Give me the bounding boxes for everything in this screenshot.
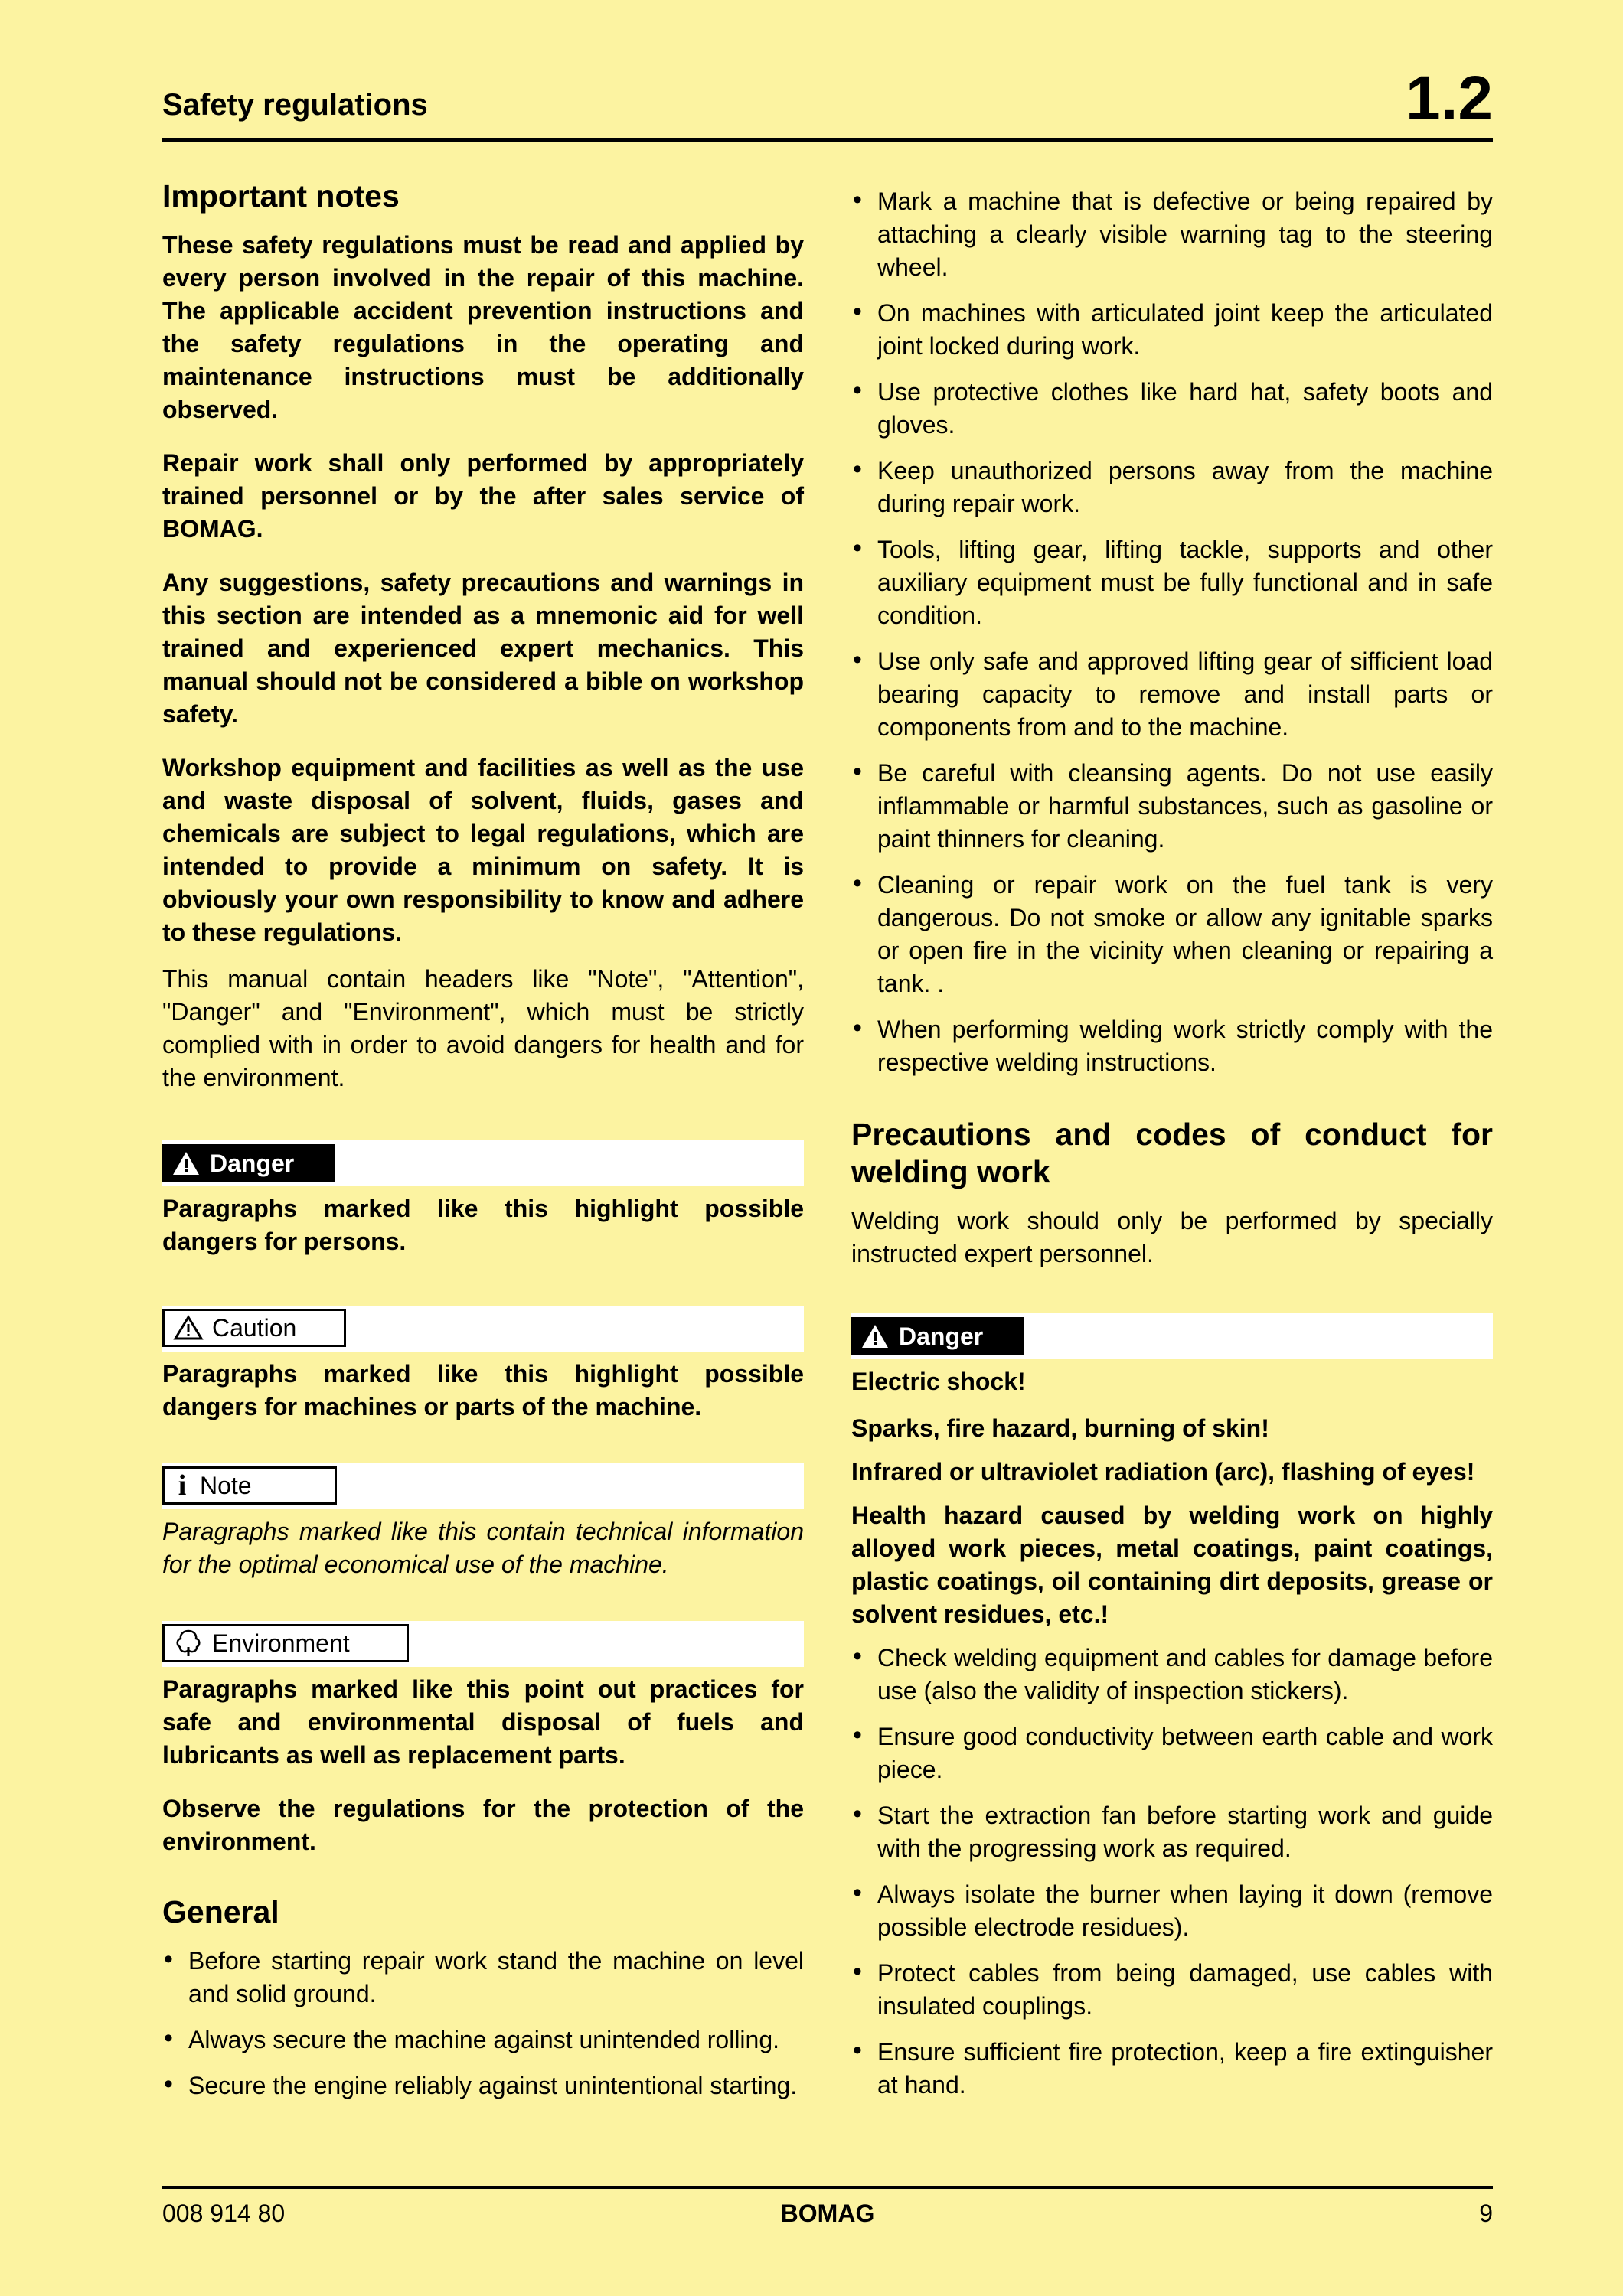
general-list-continued xyxy=(851,185,1493,1079)
danger-line: Health hazard caused by welding work on highly alloyed work pieces, metal coatings, paint coatings, plastic coatings, oil containing dirt deposits, grease or solvent residues, etc.! xyxy=(851,1502,1493,1629)
caution-label: Caution xyxy=(212,1313,297,1342)
list-item: • Always isolate the burner when laying it down (remove possible electrode residues). xyxy=(851,1878,1493,1944)
list-item: • Check welding equipment and cables for damage before use (also the validity of inspection stickers). xyxy=(851,1642,1493,1707)
danger-badge xyxy=(851,1317,1024,1355)
tree-icon xyxy=(171,1629,206,1658)
headers-paragraph: This manual contain headers like "Note", "Attention", "Danger" and "Environment", which must be strictly complied with in order to avoid dangers for health and for the environment. xyxy=(162,965,804,1092)
environment-badge xyxy=(162,1624,409,1662)
right-column xyxy=(851,185,1493,2122)
list-item: • Ensure good conductivity between earth cable and work piece. xyxy=(851,1720,1493,1786)
warning-triangle-icon xyxy=(168,1150,204,1176)
section-number: 1.2 xyxy=(1406,64,1493,133)
environment-observe-text: Observe the regulations for the protection of the environment. xyxy=(162,1795,804,1856)
note-text: Paragraphs marked like this contain technical information for the optimal economical use of the machine. xyxy=(162,1518,804,1579)
page-title: Safety regulations xyxy=(162,88,428,122)
page-header xyxy=(162,61,1493,142)
caution-triangle-icon xyxy=(171,1315,206,1341)
welding-heading: Precautions and codes of conduct for welding work xyxy=(851,1117,1493,1190)
environment-label: Environment xyxy=(212,1629,350,1657)
list-item: • On machines with articulated joint keep the articulated joint locked during work. xyxy=(851,297,1493,363)
list-item: • Use protective clothes like hard hat, safety boots and gloves. xyxy=(851,376,1493,442)
general-heading: General xyxy=(162,1894,279,1930)
document-number: 008 914 80 xyxy=(162,2200,286,2227)
list-item: • Always secure the machine against unintended rolling. xyxy=(162,2024,804,2056)
info-icon: i xyxy=(178,1469,187,1502)
brand-name: BOMAG xyxy=(780,2200,875,2227)
note-badge xyxy=(162,1466,337,1505)
welding-danger-notice-bar xyxy=(851,1313,1493,1359)
welding-list xyxy=(851,1642,1493,2102)
list-item: • Secure the engine reliably against unintentional starting. xyxy=(162,2069,804,2102)
page-footer xyxy=(162,2186,1493,2235)
left-column xyxy=(162,178,804,2123)
danger-label: Danger xyxy=(899,1322,984,1350)
note-label: Note xyxy=(200,1471,252,1499)
page-number: 9 xyxy=(1479,2200,1493,2227)
list-item: • Use only safe and approved lifting gear of sifficient load bearing capacity to remove and install parts or components from and to the machine. xyxy=(851,645,1493,744)
important-paragraph: These safety regulations must be read and applied by every person involved in the repair of this machine. The applicable accident prevention instructions and the safety regulations in the operating and maintenance instructions must be additionally observed. xyxy=(162,231,804,424)
important-notes-heading: Important notes xyxy=(162,178,400,214)
danger-line: Electric shock! xyxy=(851,1368,1026,1396)
list-item: • Cleaning or repair work on the fuel tank is very dangerous. Do not smoke or allow any ignitable sparks or open fire in the vicinity when cleaning or repairing a tank. . xyxy=(851,869,1493,1000)
environment-notice-bar xyxy=(162,1621,804,1667)
list-item: • Ensure sufficient fire protection, keep a fire extinguisher at hand. xyxy=(851,2036,1493,2102)
list-item: • Tools, lifting gear, lifting tackle, supports and other auxiliary equipment must be fully functional and in safe condition. xyxy=(851,533,1493,632)
warning-triangle-icon xyxy=(857,1323,893,1349)
list-item: • When performing welding work strictly comply with the respective welding instructions. xyxy=(851,1013,1493,1079)
welding-intro: Welding work should only be performed by specially instructed expert personnel. xyxy=(851,1207,1493,1268)
danger-line: Sparks, fire hazard, burning of skin! xyxy=(851,1414,1269,1443)
danger-notice-bar xyxy=(162,1140,804,1186)
list-item: • Be careful with cleansing agents. Do not use easily inflammable or harmful substances, such as gasoline or paint thinners for cleaning. xyxy=(851,757,1493,856)
environment-text: Paragraphs marked like this point out practices for safe and environmental disposal of fuels and lubricants as well as replacement parts. xyxy=(162,1675,804,1769)
danger-line: Infrared or ultraviolet radiation (arc), flashing of eyes! xyxy=(851,1458,1475,1486)
caution-badge xyxy=(162,1309,346,1347)
note-notice-bar xyxy=(162,1463,804,1509)
danger-text: Paragraphs marked like this highlight possible dangers for persons. xyxy=(162,1195,804,1256)
danger-badge xyxy=(162,1144,335,1182)
caution-notice-bar xyxy=(162,1306,804,1352)
list-item: • Start the extraction fan before starting work and guide with the progressing work as required. xyxy=(851,1799,1493,1865)
important-paragraph: Repair work shall only performed by appropriately trained personnel or by the after sales service of BOMAG. xyxy=(162,449,804,543)
list-item: • Protect cables from being damaged, use cables with insulated couplings. xyxy=(851,1957,1493,2023)
list-item: • Mark a machine that is defective or being repaired by attaching a clearly visible warning tag to the steering wheel. xyxy=(851,185,1493,284)
list-item: • Before starting repair work stand the machine on level and solid ground. xyxy=(162,1945,804,2011)
danger-label: Danger xyxy=(210,1149,295,1177)
important-paragraph: Any suggestions, safety precautions and warnings in this section are intended as a mnemonic aid for well trained and experienced expert mechanics. This manual should not be considered a bible on workshop safety. xyxy=(162,569,804,729)
caution-text: Paragraphs marked like this highlight possible dangers for machines or parts of the machine. xyxy=(162,1360,804,1421)
list-item: • Keep unauthorized persons away from the machine during repair work. xyxy=(851,455,1493,520)
important-paragraph: Workshop equipment and facilities as well as the use and waste disposal of solvent, fluids, gases and chemicals are subject to legal regulations, which are intended to provide a minimum on safety. It is obviously your own responsibility to know and adhere to these regulations. xyxy=(162,754,804,947)
general-list xyxy=(162,1945,804,2102)
